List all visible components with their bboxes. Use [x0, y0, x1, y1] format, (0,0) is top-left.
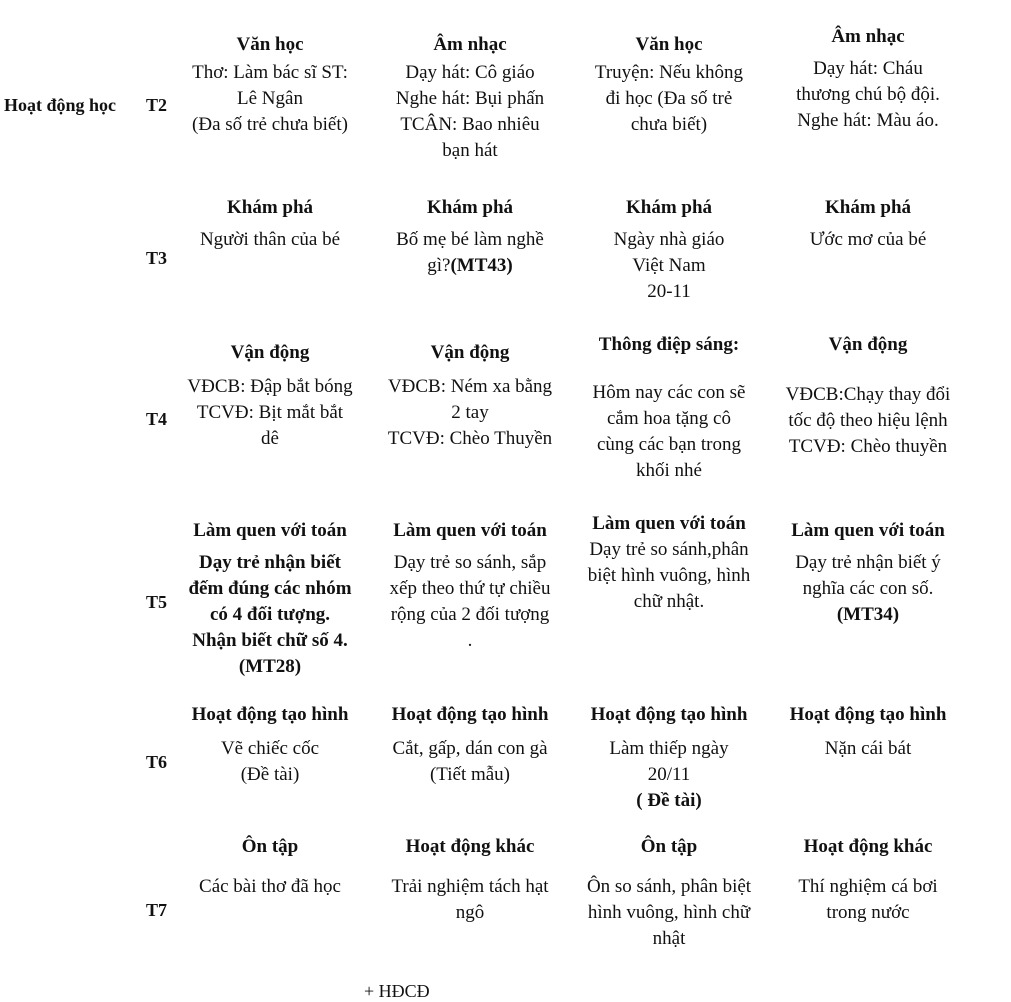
activity-detail: Hôm nay các con sẽ cắm hoa tặng cô cùng các bạn trong khối nhé: [592, 382, 746, 481]
schedule-cell: [370, 702, 570, 788]
activity-detail: Ước mơ của bé: [809, 229, 927, 250]
activity-detail: Dạy trẻ so sánh,phân biệt hình vuông, hình chữ nhật.: [587, 539, 751, 612]
day-label-t4: T4: [146, 409, 168, 429]
activity-detail: Ngày nhà giáo Việt Nam 20-11: [613, 229, 725, 302]
activity-detail: Dạy trẻ nhận biết ý nghĩa các con số.: [795, 552, 941, 599]
activity-detail: Dạy hát: Cháu thương chú bộ đội. Nghe hát: Màu áo.: [796, 58, 940, 131]
schedule-cell: [770, 834, 966, 926]
schedule-cell: [172, 32, 368, 138]
activity-detail: Truyện: Nếu không đi học (Đa số trẻ chưa biết): [594, 62, 744, 135]
schedule-cell: [172, 834, 368, 900]
activity-heading: Văn học: [236, 34, 304, 55]
activity-detail: Làm thiếp ngày 20/11: [609, 738, 729, 785]
schedule-cell: [370, 834, 570, 926]
schedule-cell: [770, 24, 966, 134]
activity-detail: VĐCB:Chạy thay đổi tốc độ theo hiệu lệnh TCVĐ: Chèo thuyền: [785, 384, 951, 457]
activity-detail: Dạy hát: Cô giáo Nghe hát: Bụi phấn TCÂN: Bao nhiêu bạn hát: [395, 62, 545, 161]
activity-heading: Khám phá: [426, 197, 514, 218]
day-label-t6: T6: [146, 752, 168, 772]
activity-heading: Khám phá: [824, 197, 912, 218]
objective-code: (MT34): [836, 604, 900, 625]
activity-heading: Vận động: [230, 342, 310, 363]
schedule-cell: [172, 518, 368, 680]
activity-heading: Hoạt động tạo hình: [391, 704, 549, 725]
activity-heading: Văn học: [635, 34, 703, 55]
activity-detail: Nặn cái bát: [824, 738, 912, 759]
activity-heading: Ôn tập: [640, 836, 698, 857]
activity-detail: Người thân của bé: [199, 229, 341, 250]
activity-detail: Dạy trẻ nhận biết đếm đúng các nhóm có 4 đối tượng. Nhận biết chữ số 4. (MT28): [188, 552, 352, 677]
schedule-cell: [370, 32, 570, 164]
schedule-cell: [770, 518, 966, 628]
schedule-cell: [770, 195, 966, 253]
activity-heading: Hoạt động khác: [405, 836, 535, 857]
activity-heading: Hoạt động tạo hình: [590, 704, 748, 725]
activity-heading: Hoạt động khác: [803, 836, 933, 857]
schedule-cell: [172, 195, 368, 253]
activity-heading: Làm quen với toán: [592, 513, 746, 534]
schedule-cell: [570, 332, 768, 484]
schedule-cell: [770, 332, 966, 460]
schedule-cell: [770, 702, 966, 762]
activity-detail: Thơ: Làm bác sĩ ST: Lê Ngân (Đa số trẻ chưa biết): [192, 62, 348, 135]
activity-heading: Làm quen với toán: [791, 520, 945, 541]
schedule-cell: [172, 340, 368, 452]
schedule-cell: [570, 834, 768, 952]
activity-detail: Ôn so sánh, phân biệt hình vuông, hình chữ nhật: [586, 876, 752, 949]
activity-detail: VĐCB: Đập bắt bóng TCVĐ: Bịt mắt bắt dê: [187, 376, 353, 449]
schedule-cell: [370, 195, 570, 279]
activity-detail: Dạy trẻ so sánh, sắp xếp theo thứ tự chiều rộng của 2 đối tượng .: [389, 552, 551, 651]
activity-heading: Âm nhạc: [433, 34, 507, 55]
activity-heading: Âm nhạc: [831, 26, 905, 47]
schedule-cell: [570, 32, 768, 138]
activity-detail: [370, 227, 570, 279]
activity-heading: Làm quen với toán: [193, 520, 347, 541]
section-label: Hoạt động học: [4, 95, 117, 115]
activity-detail: VĐCB: Ném xa bằng 2 tay TCVĐ: Chèo Thuyền: [387, 376, 553, 449]
activity-heading: Làm quen với toán: [393, 520, 547, 541]
activity-detail: Cắt, gấp, dán con gà (Tiết mẫu): [392, 738, 548, 785]
activity-heading: Vận động: [828, 334, 908, 355]
activity-heading: Hoạt động tạo hình: [789, 704, 947, 725]
activity-heading: Khám phá: [625, 197, 713, 218]
day-label-t7: T7: [146, 900, 168, 920]
footer-fragment: + HĐCĐ: [364, 981, 430, 1001]
schedule-cell: [172, 702, 368, 788]
day-label-t3: T3: [146, 248, 168, 268]
activity-detail: Vẽ chiếc cốc (Đề tài): [220, 738, 320, 785]
activity-detail: Các bài thơ đã học: [199, 876, 341, 897]
schedule-cell: [370, 340, 570, 452]
day-label-t5: T5: [146, 592, 168, 612]
schedule-cell: [570, 511, 768, 615]
schedule-cell: [370, 518, 570, 654]
activity-heading: Hoạt động tạo hình: [191, 704, 349, 725]
activity-detail-text: Bố mẹ bé làm nghề gì?: [396, 229, 544, 276]
activity-heading: Vận động: [430, 342, 510, 363]
objective-code: (MT43): [450, 255, 513, 276]
topic-label: ( Đề tài): [636, 790, 702, 811]
schedule-cell: [570, 702, 768, 814]
activity-detail: Trải nghiệm tách hạt ngô: [391, 876, 549, 923]
day-label-t2: T2: [146, 95, 168, 115]
activity-heading: Khám phá: [226, 197, 314, 218]
activity-heading: Thông điệp sáng:: [598, 334, 740, 355]
schedule-cell: [570, 195, 768, 305]
activity-heading: Ôn tập: [241, 836, 299, 857]
activity-detail: Thí nghiệm cá bơi trong nước: [798, 876, 938, 923]
